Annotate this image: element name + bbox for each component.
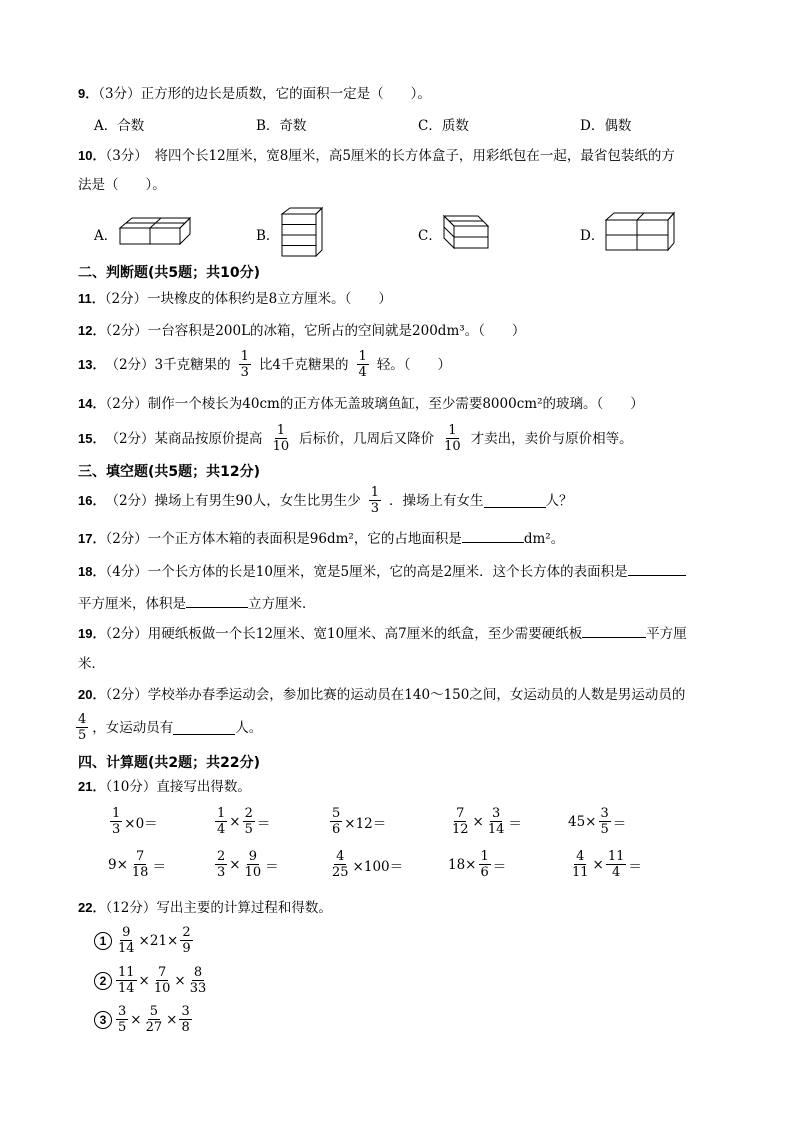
question-text: （2分）某商品按原价提高 bbox=[105, 430, 263, 447]
denominator: 33 bbox=[189, 981, 207, 996]
question-text: ．操场上有女生 bbox=[389, 492, 484, 509]
fraction bbox=[599, 806, 611, 837]
denominator: 3 bbox=[240, 365, 249, 380]
numerator: 7 bbox=[157, 965, 167, 980]
numerator: 11 bbox=[607, 849, 625, 864]
denominator: 18 bbox=[131, 865, 149, 880]
q10-option-a[interactable]: A． bbox=[94, 228, 118, 244]
question-15 bbox=[78, 423, 633, 454]
denominator: 4 bbox=[611, 865, 621, 880]
question-number: 11． bbox=[78, 291, 105, 306]
denominator: 25 bbox=[332, 865, 349, 880]
question-text: 人。 bbox=[235, 719, 263, 736]
section-heading-4: 四、计算题(共2题；共22分) bbox=[78, 755, 261, 771]
calc-item bbox=[94, 965, 210, 996]
fraction bbox=[180, 925, 192, 956]
fraction bbox=[215, 849, 227, 880]
fraction bbox=[486, 806, 507, 837]
denominator: 6 bbox=[332, 822, 341, 837]
numerator: 9 bbox=[248, 849, 257, 864]
expression-text: 18× bbox=[448, 856, 477, 873]
numerator: 4 bbox=[78, 712, 87, 727]
answer-blank[interactable] bbox=[173, 720, 235, 735]
denominator: 8 bbox=[181, 1020, 190, 1035]
numerator: 2 bbox=[217, 849, 226, 864]
question-18-line2 bbox=[78, 593, 316, 614]
question-text: （2分）操场上有男生90人，女生比男生少 bbox=[105, 492, 361, 509]
calc-expression bbox=[328, 849, 403, 880]
question-17 bbox=[78, 528, 564, 549]
fraction bbox=[76, 712, 88, 743]
question-text: 比4千克糖果的 bbox=[258, 356, 349, 373]
expression-text: × bbox=[592, 856, 604, 873]
question-19-line2: 米． bbox=[78, 656, 105, 672]
numerator: 2 bbox=[244, 806, 253, 821]
fraction bbox=[179, 1004, 191, 1035]
calc-expression bbox=[448, 806, 522, 837]
denominator: 9 bbox=[182, 941, 191, 956]
fraction bbox=[450, 806, 471, 837]
circled-number-marker: 1 bbox=[94, 932, 112, 950]
expression-text: ＝ bbox=[628, 858, 642, 875]
question-number: 9． bbox=[78, 86, 99, 101]
expression-text: 9× bbox=[108, 856, 128, 873]
question-number: 22． bbox=[78, 900, 106, 915]
question-number: 17． bbox=[78, 531, 106, 546]
denominator: 6 bbox=[480, 865, 489, 880]
question-13 bbox=[78, 349, 451, 380]
question-text: （2分）3千克糖果的 bbox=[105, 356, 231, 373]
q9-option-a[interactable]: A．合数 bbox=[94, 118, 145, 134]
numerator: 7 bbox=[456, 806, 465, 821]
denominator: 5 bbox=[600, 822, 609, 837]
q10-option-c[interactable]: C． bbox=[418, 228, 442, 244]
denominator: 3 bbox=[370, 501, 380, 516]
fraction bbox=[130, 849, 151, 880]
option-c-box-diagram bbox=[442, 212, 492, 250]
expression-text: × bbox=[229, 813, 241, 830]
question-18 bbox=[78, 561, 686, 582]
fraction bbox=[369, 485, 381, 516]
question-14 bbox=[78, 394, 644, 414]
fraction bbox=[215, 806, 227, 837]
numerator: 1 bbox=[276, 423, 285, 438]
numerator: 3 bbox=[181, 1004, 190, 1019]
question-16 bbox=[78, 485, 573, 516]
fraction bbox=[330, 806, 342, 837]
fraction bbox=[606, 849, 627, 880]
numerator: 4 bbox=[336, 849, 345, 864]
expression-text: ＝ bbox=[265, 858, 279, 875]
expression-text: ×21× bbox=[138, 932, 179, 949]
denominator: 27 bbox=[145, 1020, 163, 1035]
fraction bbox=[479, 849, 491, 880]
question-text: dm²。 bbox=[523, 531, 565, 547]
numerator: 5 bbox=[149, 1004, 158, 1019]
q10-option-b[interactable]: B． bbox=[256, 228, 280, 244]
question-number: 14． bbox=[78, 396, 106, 411]
fraction bbox=[243, 806, 255, 837]
fraction bbox=[116, 1004, 128, 1035]
numerator: 1 bbox=[217, 806, 226, 821]
expression-text: ＝ bbox=[492, 858, 507, 875]
denominator: 10 bbox=[244, 865, 262, 880]
question-text: （2分）制作一个棱长为40cm的正方体无盖玻璃鱼缸，至少需要8000cm²的玻璃。（ ） bbox=[105, 396, 644, 412]
fraction bbox=[152, 965, 173, 996]
calc-expression bbox=[328, 806, 386, 837]
section-heading-3: 三、填空题(共5题；共12分) bbox=[78, 464, 261, 480]
expression-text: ＝ bbox=[612, 815, 627, 832]
calc-item bbox=[94, 925, 195, 956]
numerator: 7 bbox=[136, 849, 145, 864]
answer-blank[interactable] bbox=[582, 623, 646, 638]
numerator: 2 bbox=[182, 925, 191, 940]
numerator: 1 bbox=[240, 349, 249, 364]
numerator: 1 bbox=[480, 849, 489, 864]
question-text: 才卖出，卖价与原价相等。 bbox=[470, 430, 633, 447]
question-text: 平方厘米，体积是 bbox=[78, 596, 186, 612]
calc-expression bbox=[568, 849, 642, 880]
circled-number-marker: 2 bbox=[94, 972, 112, 990]
question-text: 轻。（ ） bbox=[376, 356, 452, 373]
fraction bbox=[570, 849, 591, 880]
question-text: （10分）直接写出得数。 bbox=[105, 779, 251, 795]
fraction bbox=[239, 349, 251, 380]
question-21 bbox=[78, 777, 251, 797]
option-a-box-diagram bbox=[118, 216, 192, 246]
q9-option-c[interactable]: C．质数 bbox=[418, 118, 469, 134]
numerator: 1 bbox=[358, 349, 367, 364]
fraction bbox=[144, 1004, 165, 1035]
circled-number-marker: 3 bbox=[94, 1011, 112, 1029]
denominator: 3 bbox=[217, 865, 226, 880]
numerator: 11 bbox=[118, 965, 135, 980]
expression-text: × bbox=[174, 972, 186, 989]
expression-text: × bbox=[166, 1011, 178, 1028]
question-22 bbox=[78, 898, 332, 918]
calc-expression bbox=[213, 849, 279, 880]
denominator: 11 bbox=[572, 865, 589, 880]
expression-text: × bbox=[130, 1011, 142, 1028]
question-number: 18． bbox=[78, 564, 106, 579]
fraction bbox=[357, 349, 369, 380]
fraction bbox=[116, 965, 137, 996]
denominator: 5 bbox=[244, 822, 253, 837]
section-heading-2: 二、判断题(共5题；共10分) bbox=[78, 265, 261, 281]
question-number: 13． bbox=[78, 356, 106, 372]
expression-text: ＝ bbox=[152, 858, 166, 875]
q10-option-d[interactable]: D． bbox=[580, 228, 605, 244]
question-text: 后标价，几周后又降价 bbox=[299, 430, 435, 447]
question-text: （3分） 将四个长12厘米，宽8厘米，高5厘米的长方体盒子，用彩纸包在一起，最省包装纸的方 bbox=[105, 148, 675, 164]
question-text: （2分）一块橡皮的体积约是8立方厘米。（ ） bbox=[104, 291, 392, 307]
question-text: （12分）写出主要的计算过程和得数。 bbox=[105, 900, 332, 916]
numerator: 3 bbox=[600, 806, 609, 821]
question-10 bbox=[78, 146, 675, 166]
answer-blank[interactable] bbox=[628, 561, 686, 576]
question-11 bbox=[78, 289, 392, 309]
question-19 bbox=[78, 623, 687, 644]
question-text: 立方厘米． bbox=[248, 596, 316, 612]
numerator: 5 bbox=[332, 806, 341, 821]
question-text: （4分）一个长方体的长是10厘米，宽是5厘米，它的高是2厘米．这个长方体的表面积是 bbox=[105, 564, 628, 580]
denominator: 14 bbox=[118, 941, 135, 956]
numerator: 4 bbox=[576, 849, 585, 864]
denominator: 5 bbox=[78, 728, 87, 743]
numerator: 9 bbox=[122, 925, 131, 940]
question-number: 16． bbox=[78, 492, 106, 508]
expression-text: 45× bbox=[568, 813, 597, 830]
question-9 bbox=[78, 84, 431, 104]
question-text: 人？ bbox=[545, 492, 573, 509]
fraction bbox=[188, 965, 209, 996]
question-20 bbox=[78, 685, 685, 705]
denominator: 4 bbox=[358, 365, 367, 380]
question-text: ，女运动员有 bbox=[92, 719, 174, 736]
denominator: 10 bbox=[272, 439, 290, 454]
expression-text: × bbox=[472, 813, 484, 830]
fraction bbox=[442, 423, 463, 454]
answer-blank[interactable] bbox=[186, 593, 248, 608]
expression-text: ×100＝ bbox=[352, 858, 404, 875]
question-number: 21． bbox=[78, 779, 106, 794]
question-text: （2分）一个正方体木箱的表面积是96dm²，它的占地面积是 bbox=[105, 531, 462, 547]
expression-text: ×12＝ bbox=[344, 815, 387, 832]
question-text: （2分）一台容积是200L的冰箱，它所占的空间就是200dm³。（ ） bbox=[105, 323, 526, 339]
numerator: 8 bbox=[193, 965, 203, 980]
denominator: 3 bbox=[112, 822, 121, 837]
calc-expression bbox=[213, 806, 270, 837]
denominator: 10 bbox=[153, 981, 171, 996]
question-text: （2分）学校举办春季运动会，参加比赛的运动员在140～150之间，女运动员的人数是男运动员的 bbox=[105, 687, 686, 703]
option-d-box-diagram bbox=[604, 210, 676, 252]
calc-expression bbox=[568, 806, 626, 837]
calc-expression bbox=[448, 849, 506, 880]
numerator: 1 bbox=[370, 485, 380, 500]
question-12 bbox=[78, 321, 525, 341]
numerator: 3 bbox=[491, 806, 501, 821]
question-number: 19． bbox=[78, 626, 106, 641]
expression-text: ＝ bbox=[508, 815, 522, 832]
expression-text: × bbox=[138, 972, 150, 989]
option-b-box-diagram bbox=[280, 206, 324, 258]
expression-text: ＝ bbox=[256, 815, 271, 832]
answer-blank[interactable] bbox=[462, 528, 524, 543]
denominator: 4 bbox=[217, 822, 226, 837]
fraction bbox=[271, 423, 292, 454]
expression-text: × bbox=[229, 856, 241, 873]
fraction bbox=[116, 925, 137, 956]
calc-expression bbox=[108, 806, 158, 837]
q9-option-b[interactable]: B．奇数 bbox=[256, 118, 307, 134]
question-number: 15． bbox=[78, 430, 106, 446]
calc-item bbox=[94, 1004, 194, 1035]
question-10-line2: 法是（ ）。 bbox=[78, 177, 166, 193]
fraction bbox=[110, 806, 122, 837]
question-number: 20． bbox=[78, 687, 106, 702]
question-text: （3分）正方形的边长是质数，它的面积一定是（ ）。 bbox=[98, 86, 431, 102]
denominator: 5 bbox=[118, 1020, 127, 1035]
question-text: （2分）用硬纸板做一个长12厘米、宽10厘米、高7厘米的纸盒，至少需要硬纸板 bbox=[105, 626, 583, 642]
denominator: 14 bbox=[118, 981, 135, 996]
numerator: 1 bbox=[112, 806, 121, 821]
question-20-line2 bbox=[76, 712, 262, 743]
question-number: 10． bbox=[78, 148, 106, 163]
fraction bbox=[243, 849, 264, 880]
q9-option-d[interactable]: D．偶数 bbox=[580, 118, 632, 134]
numerator: 1 bbox=[448, 423, 457, 438]
question-text: 平方厘 bbox=[646, 626, 687, 642]
answer-blank[interactable] bbox=[484, 493, 546, 508]
expression-text: ×0＝ bbox=[124, 815, 158, 832]
fraction bbox=[330, 849, 351, 880]
denominator: 10 bbox=[444, 439, 461, 454]
numerator: 3 bbox=[118, 1004, 127, 1019]
denominator: 14 bbox=[487, 822, 505, 837]
calc-expression bbox=[108, 849, 166, 880]
denominator: 12 bbox=[452, 822, 469, 837]
question-number: 12． bbox=[78, 323, 106, 338]
